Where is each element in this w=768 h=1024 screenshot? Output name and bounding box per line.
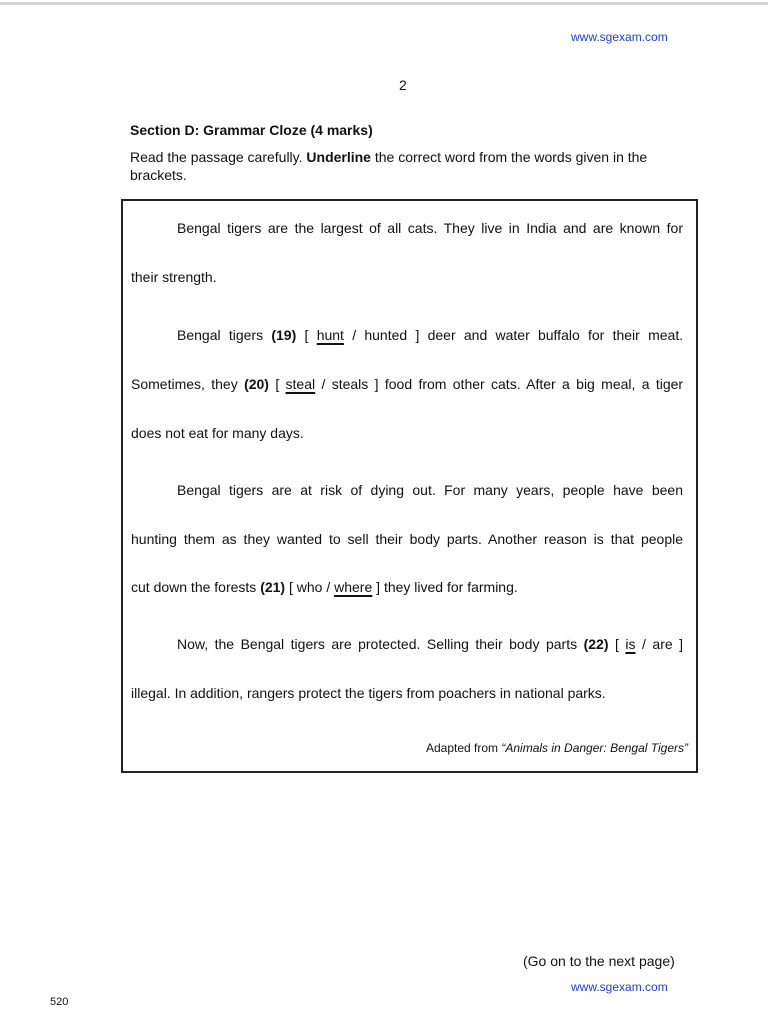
question-21-line	[131, 578, 683, 596]
bracket-close: ]	[376, 579, 381, 595]
q21-option-where[interactable]: where	[334, 579, 373, 595]
footer-website-link[interactable]: www.sgexam.com	[571, 980, 668, 994]
question-20-line	[131, 375, 683, 393]
question-19-line	[177, 326, 683, 344]
option-separator: /	[321, 376, 326, 392]
passage-line: hunting them as they wanted to sell their body parts. Another reason is that people	[131, 531, 683, 547]
page-code: 520	[50, 996, 69, 1008]
passage-line: their strength.	[131, 269, 217, 285]
passage-box	[121, 199, 698, 773]
bracket-close: ]	[415, 327, 420, 343]
next-page-note: (Go on to the next page)	[523, 953, 675, 969]
source-title: “Animals in Danger: Bengal Tigers”	[501, 741, 688, 755]
bracket-open: [	[304, 327, 309, 343]
scan-top-edge	[0, 2, 768, 5]
header-website-link[interactable]: www.sgexam.com	[571, 30, 668, 44]
section-heading: Section D: Grammar Cloze (4 marks)	[130, 122, 373, 138]
passage-text: deer and water buffalo for their meat.	[427, 327, 684, 343]
question-number-21: (21)	[260, 579, 286, 595]
question-22-line	[177, 635, 683, 653]
passage-line: does not eat for many days.	[131, 425, 304, 441]
question-number-20: (20)	[244, 376, 269, 392]
passage-line: Bengal tigers are the largest of all cats. They live in India and are known for	[177, 220, 683, 236]
bracket-open: [	[275, 376, 280, 392]
q22-option-is[interactable]: is	[625, 636, 636, 652]
question-number-19: (19)	[271, 327, 297, 343]
q19-option-hunted[interactable]: hunted	[364, 327, 408, 343]
bracket-close: ]	[374, 376, 379, 392]
option-separator: /	[326, 579, 331, 595]
instructions	[130, 148, 690, 184]
option-separator: /	[352, 327, 357, 343]
passage-text: Bengal tigers	[177, 327, 264, 343]
passage-text: Now, the Bengal tigers are protected. Selling their body parts	[177, 636, 578, 652]
passage-text: Sometimes, they	[131, 376, 238, 392]
instruction-emphasis: Underline	[306, 149, 371, 165]
passage-line: Bengal tigers are at risk of dying out. For many years, people have been	[177, 482, 683, 498]
bracket-open: [	[288, 579, 293, 595]
passage-text: they lived for farming.	[383, 579, 518, 595]
q21-option-who[interactable]: who	[296, 579, 323, 595]
bracket-open: [	[615, 636, 619, 652]
q20-option-steals[interactable]: steals	[331, 376, 369, 392]
q22-option-are[interactable]: are	[652, 636, 673, 652]
source-attribution	[426, 741, 688, 755]
q19-option-hunt[interactable]: hunt	[316, 327, 344, 343]
instruction-text-end: the correct word from the words given in the brackets.	[130, 149, 648, 183]
bracket-close: ]	[679, 636, 684, 652]
q20-option-steal[interactable]: steal	[285, 376, 316, 392]
page-number: 2	[399, 77, 407, 93]
instruction-text-start: Read the passage carefully.	[130, 149, 303, 165]
passage-line: illegal. In addition, rangers protect the tigers from poachers in national parks.	[131, 685, 606, 701]
passage-text: cut down the forests	[131, 579, 257, 595]
question-number-22: (22)	[583, 636, 609, 652]
passage-text: food from other cats. After a big meal, a tiger	[384, 376, 684, 392]
option-separator: /	[642, 636, 646, 652]
source-prefix: Adapted from	[425, 741, 499, 755]
